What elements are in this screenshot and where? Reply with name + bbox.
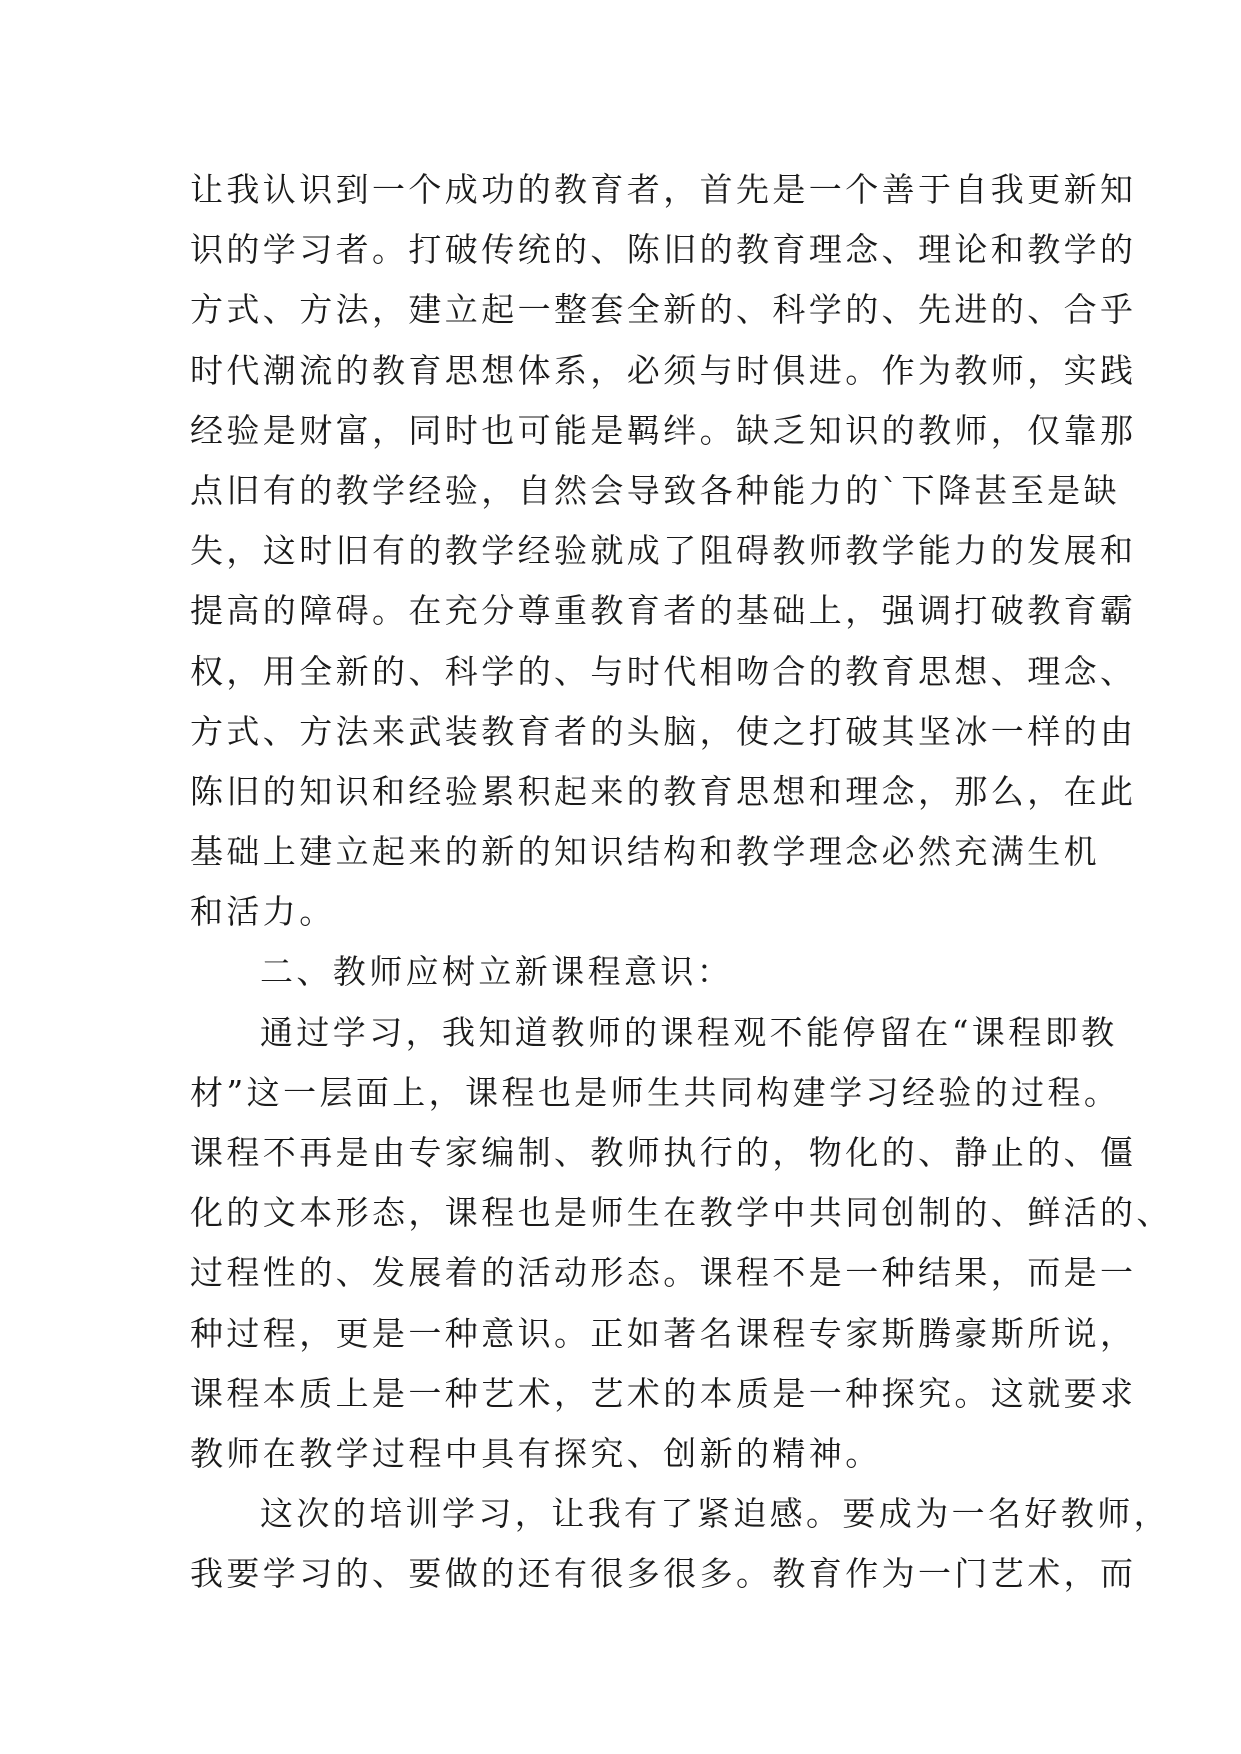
text-line: 我要学习的、要做的还有很多很多。教育作为一门艺术，而 bbox=[190, 1554, 1137, 1594]
text-line: 时代潮流的教育思想体系，必须与时俱进。作为教师，实践 bbox=[190, 350, 1137, 390]
text-line: 这次的培训学习，让我有了紧迫感。要成为一名好教师， bbox=[260, 1494, 1170, 1534]
body-text bbox=[190, 160, 1173, 1605]
text-line: 方式、方法，建立起一整套全新的、科学的、先进的、合乎 bbox=[190, 290, 1137, 330]
text-line: 方式、方法来武装教育者的头脑，使之打破其坚冰一样的由 bbox=[190, 711, 1137, 751]
text-line: 材”这一层面上，课程也是师生共同构建学习经验的过程。 bbox=[190, 1072, 1121, 1112]
text-line: 课程本质上是一种艺术，艺术的本质是一种探究。这就要求 bbox=[190, 1373, 1137, 1413]
text-line: 陈旧的知识和经验累积起来的教育思想和理念，那么，在此 bbox=[190, 771, 1137, 811]
text-line: 经验是财富，同时也可能是羁绊。缺乏知识的教师，仅靠那 bbox=[190, 410, 1137, 450]
text-line: 种过程，更是一种意识。正如著名课程专家斯腾豪斯所说， bbox=[190, 1313, 1137, 1353]
text-line: 失，这时旧有的教学经验就成了阻碍教师教学能力的发展和 bbox=[190, 531, 1137, 571]
text-line: 基础上建立起来的新的知识结构和教学理念必然充满生机 bbox=[190, 832, 1100, 872]
text-line: 过程性的、发展着的活动形态。课程不是一种结果，而是一 bbox=[190, 1253, 1137, 1293]
text-line: 通过学习，我知道教师的课程观不能停留在“课程即教 bbox=[260, 1012, 1118, 1052]
text-line: 识的学习者。打破传统的、陈旧的教育理念、理论和教学的 bbox=[190, 230, 1137, 270]
text-line: 课程不再是由专家编制、教师执行的，物化的、静止的、僵 bbox=[190, 1133, 1137, 1172]
text-line: 权，用全新的、科学的、与时代相吻合的教育思想、理念、 bbox=[190, 651, 1137, 691]
text-line: 教师在教学过程中具有探究、创新的精神。 bbox=[190, 1433, 882, 1473]
text-line: 和活力。 bbox=[190, 892, 336, 932]
text-line: 让我认识到一个成功的教育者，首先是一个善于自我更新知 bbox=[190, 170, 1137, 209]
text-line: 二、教师应树立新课程意识： bbox=[260, 952, 734, 992]
text-line: 化的文本形态，课程也是师生在教学中共同创制的、鲜活的、 bbox=[190, 1193, 1173, 1233]
text-line: 点旧有的教学经验，自然会导致各种能力的`下降甚至是缺 bbox=[190, 470, 1120, 510]
text-line: 提高的障碍。在充分尊重教育者的基础上，强调打破教育霸 bbox=[190, 591, 1137, 631]
